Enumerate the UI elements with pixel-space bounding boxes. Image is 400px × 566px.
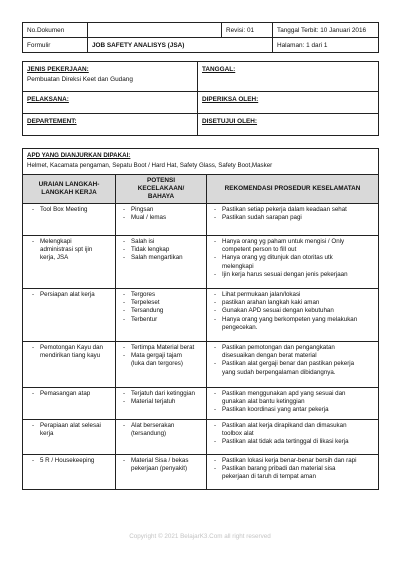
document-title: JOB SAFETY ANALISYS (JSA): [88, 38, 273, 53]
executor-cell: [23, 92, 198, 114]
step-item: - Persiapan alat kerja: [31, 291, 105, 299]
step-cell: [23, 455, 116, 490]
department-cell: [23, 114, 198, 136]
recommendation-item: - Pastikan barang pribadi dan material sisa pekerjaan di taruh di tempat aman: [213, 465, 364, 481]
step-item: - Pemasangan atap: [31, 390, 105, 398]
page-count: Halaman: 1 dari 1: [273, 38, 379, 53]
hazard-item: - Tidak lengkap: [122, 246, 196, 254]
recommendation-item: - pastikan arahan langkah kaki aman: [213, 299, 364, 307]
hazard-list: [122, 390, 196, 406]
step-row: [23, 455, 379, 490]
hazard-item: - Material Sisa / bekas pekerjaan (penyakit): [122, 457, 196, 473]
form-label: Formulir: [23, 38, 88, 53]
hazard-cell: [116, 342, 207, 388]
hazard-cell: [116, 204, 207, 236]
hazard-item: - Pingsan: [122, 206, 196, 214]
department-label: DEPARTEMENT:: [27, 118, 77, 125]
step-list: [31, 390, 105, 398]
recommendation-item: - Lihat permukaan jalan/lokasi: [213, 291, 364, 299]
recommendation-item: - Ijin kerja harus sesuai dengan jenis pekerjaan: [213, 271, 364, 279]
recommendation-list: [213, 238, 364, 278]
ppe-value: Helmet, Kacamata pengaman, Sepatu Boot / Hard Hat, Safety Glass, Safety Boot,Masker: [27, 162, 273, 170]
recommendation-list: [213, 344, 364, 376]
recommendation-item: - Pastikan pemotongan dan pengangkatan disesuaikan dengan berat material: [213, 344, 364, 360]
column-header-recommendations: REKOMENDASI PROSEDUR KESELAMATAN: [207, 175, 379, 204]
hazard-item: - Mata gergaji tajam (luka dan tergores): [122, 352, 196, 368]
step-list: [31, 238, 105, 262]
hazard-item: - Terbentur: [122, 316, 196, 324]
step-row: [23, 289, 379, 342]
recommendation-item: - Pastikan setiap pekerja dalam keadaan sehat: [213, 206, 364, 214]
executor-label: PELAKSANA:: [27, 96, 69, 103]
approved-by-cell: [198, 114, 379, 136]
step-row: [23, 388, 379, 420]
step-row: [23, 342, 379, 388]
hazard-item: - Terpeleset: [122, 299, 196, 307]
checked-by-cell: [198, 92, 379, 114]
step-cell: [23, 236, 116, 289]
recommendation-item: - Hanya orang yang berkompeten yang melakukan pengecekan.: [213, 316, 364, 332]
hazard-list: [122, 291, 196, 323]
recommendation-item: - Pastikan menggunakan apd yang sesuai dan gunakan alat bantu ketinggian: [213, 390, 364, 406]
recommendation-item: - Pastikan alat tidak ada tertinggal di likasi kerja: [213, 438, 364, 446]
step-cell: [23, 204, 116, 236]
ppe-label: APD YANG DIANJURKAN DIPAKAI:: [27, 152, 131, 159]
step-row: [23, 204, 379, 236]
hazard-cell: [116, 236, 207, 289]
recommendation-item: - Pastikan lokasi kerja benar-benar bersih dan rapi: [213, 457, 364, 465]
step-cell: [23, 342, 116, 388]
hazard-cell: [116, 289, 207, 342]
hazard-item: - Tertimpa Material berat: [122, 344, 196, 352]
hazard-cell: [116, 420, 207, 455]
step-list: [31, 457, 105, 465]
hazard-item: - Terjatuh dari ketinggian: [122, 390, 196, 398]
step-item: - Melengkapi administrasi spt ijin kerja, JSA: [31, 238, 105, 262]
step-cell: [23, 420, 116, 455]
ppe-cell: [23, 149, 379, 175]
recommendation-item: - Pastikan sudah sarapan pagi: [213, 214, 364, 222]
step-cell: [23, 289, 116, 342]
step-item: - Tool Box Meeting: [31, 206, 105, 214]
hazard-list: [122, 238, 196, 262]
job-info-table: [22, 61, 379, 136]
step-item: - Perapiaan alat selesai kerja: [31, 422, 105, 438]
jsa-steps-table: [22, 148, 379, 490]
job-type-value: Pembuatan Direksi Keet dan Gudang: [27, 76, 133, 83]
recommendation-cell: [207, 204, 379, 236]
step-list: [31, 422, 105, 438]
hazard-item: - Tergores: [122, 291, 196, 299]
hazard-cell: [116, 388, 207, 420]
recommendation-cell: [207, 289, 379, 342]
recommendation-list: [213, 206, 364, 222]
step-list: [31, 344, 105, 360]
recommendation-item: - Pastikan alat kerja dirapikand dan dimasukan toolbox alat: [213, 422, 364, 438]
hazard-cell: [116, 455, 207, 490]
checked-by-label: DIPERIKSA OLEH:: [202, 96, 259, 103]
document-header-table: [22, 22, 379, 53]
recommendation-item: - Pastikan alat gergaji benar dan pastikan pekerja yang sudah berpengalaman dibidangnya.: [213, 360, 364, 376]
hazard-item: - Salah mengartikan: [122, 254, 196, 262]
recommendation-item: - Gunakan APD sesuai dengan kebutuhan: [213, 307, 364, 315]
hazard-item: - Mual / lemas: [122, 214, 196, 222]
recommendation-item: - Hanya orang yg paham untuk mengisi / Only competent person to fill out: [213, 238, 364, 254]
date-label: TANGGAL:: [202, 66, 236, 73]
step-cell: [23, 388, 116, 420]
step-item: - Pemotongan Kayu dan mendirikan tiang kayu: [31, 344, 105, 360]
hazard-item: - Tersandung: [122, 307, 196, 315]
recommendation-list: [213, 457, 364, 481]
hazard-list: [122, 457, 196, 473]
recommendation-cell: [207, 455, 379, 490]
approved-by-label: DISETUJUI OLEH:: [202, 118, 258, 125]
recommendation-cell: [207, 388, 379, 420]
column-header-hazards: POTENSI KECELAKAAN/ BAHAYA: [116, 175, 207, 204]
copyright-footer: Copyright © 2021 BelajarK3.Com all right reserved: [129, 533, 271, 540]
doc-number-label: No.Dokumen: [23, 23, 88, 38]
hazard-list: [122, 206, 196, 222]
column-header-steps: URAIAN LANGKAH-LANGKAH KERJA: [23, 175, 116, 204]
hazard-list: [122, 422, 196, 438]
job-type-label: JENIS PEKERJAAN:: [27, 66, 89, 73]
doc-number-value: [88, 23, 222, 38]
step-row: [23, 420, 379, 455]
recommendation-item: - Hanya orang yg ditunjuk dan otoritas utk melengkapi: [213, 254, 364, 270]
recommendation-cell: [207, 236, 379, 289]
hazard-list: [122, 344, 196, 368]
recommendation-cell: [207, 420, 379, 455]
issue-date: Tanggal Terbit: 10 Januari 2016: [273, 23, 379, 38]
step-row: [23, 236, 379, 289]
revision-label: Revisi: 01: [222, 23, 273, 38]
recommendation-list: [213, 422, 364, 446]
date-cell: [198, 62, 379, 92]
step-list: [31, 206, 105, 214]
hazard-item: - Alat berserakan (tersandung): [122, 422, 196, 438]
step-item: - 5 R / Housekeeping: [31, 457, 105, 465]
recommendation-list: [213, 390, 364, 414]
job-type-cell: [23, 62, 198, 92]
recommendation-list: [213, 291, 364, 331]
recommendation-cell: [207, 342, 379, 388]
step-list: [31, 291, 105, 299]
hazard-item: - Material terjatuh: [122, 398, 196, 406]
hazard-item: - Salah isi: [122, 238, 196, 246]
recommendation-item: - Pastikan koordinasi yang antar pekerja: [213, 406, 364, 414]
